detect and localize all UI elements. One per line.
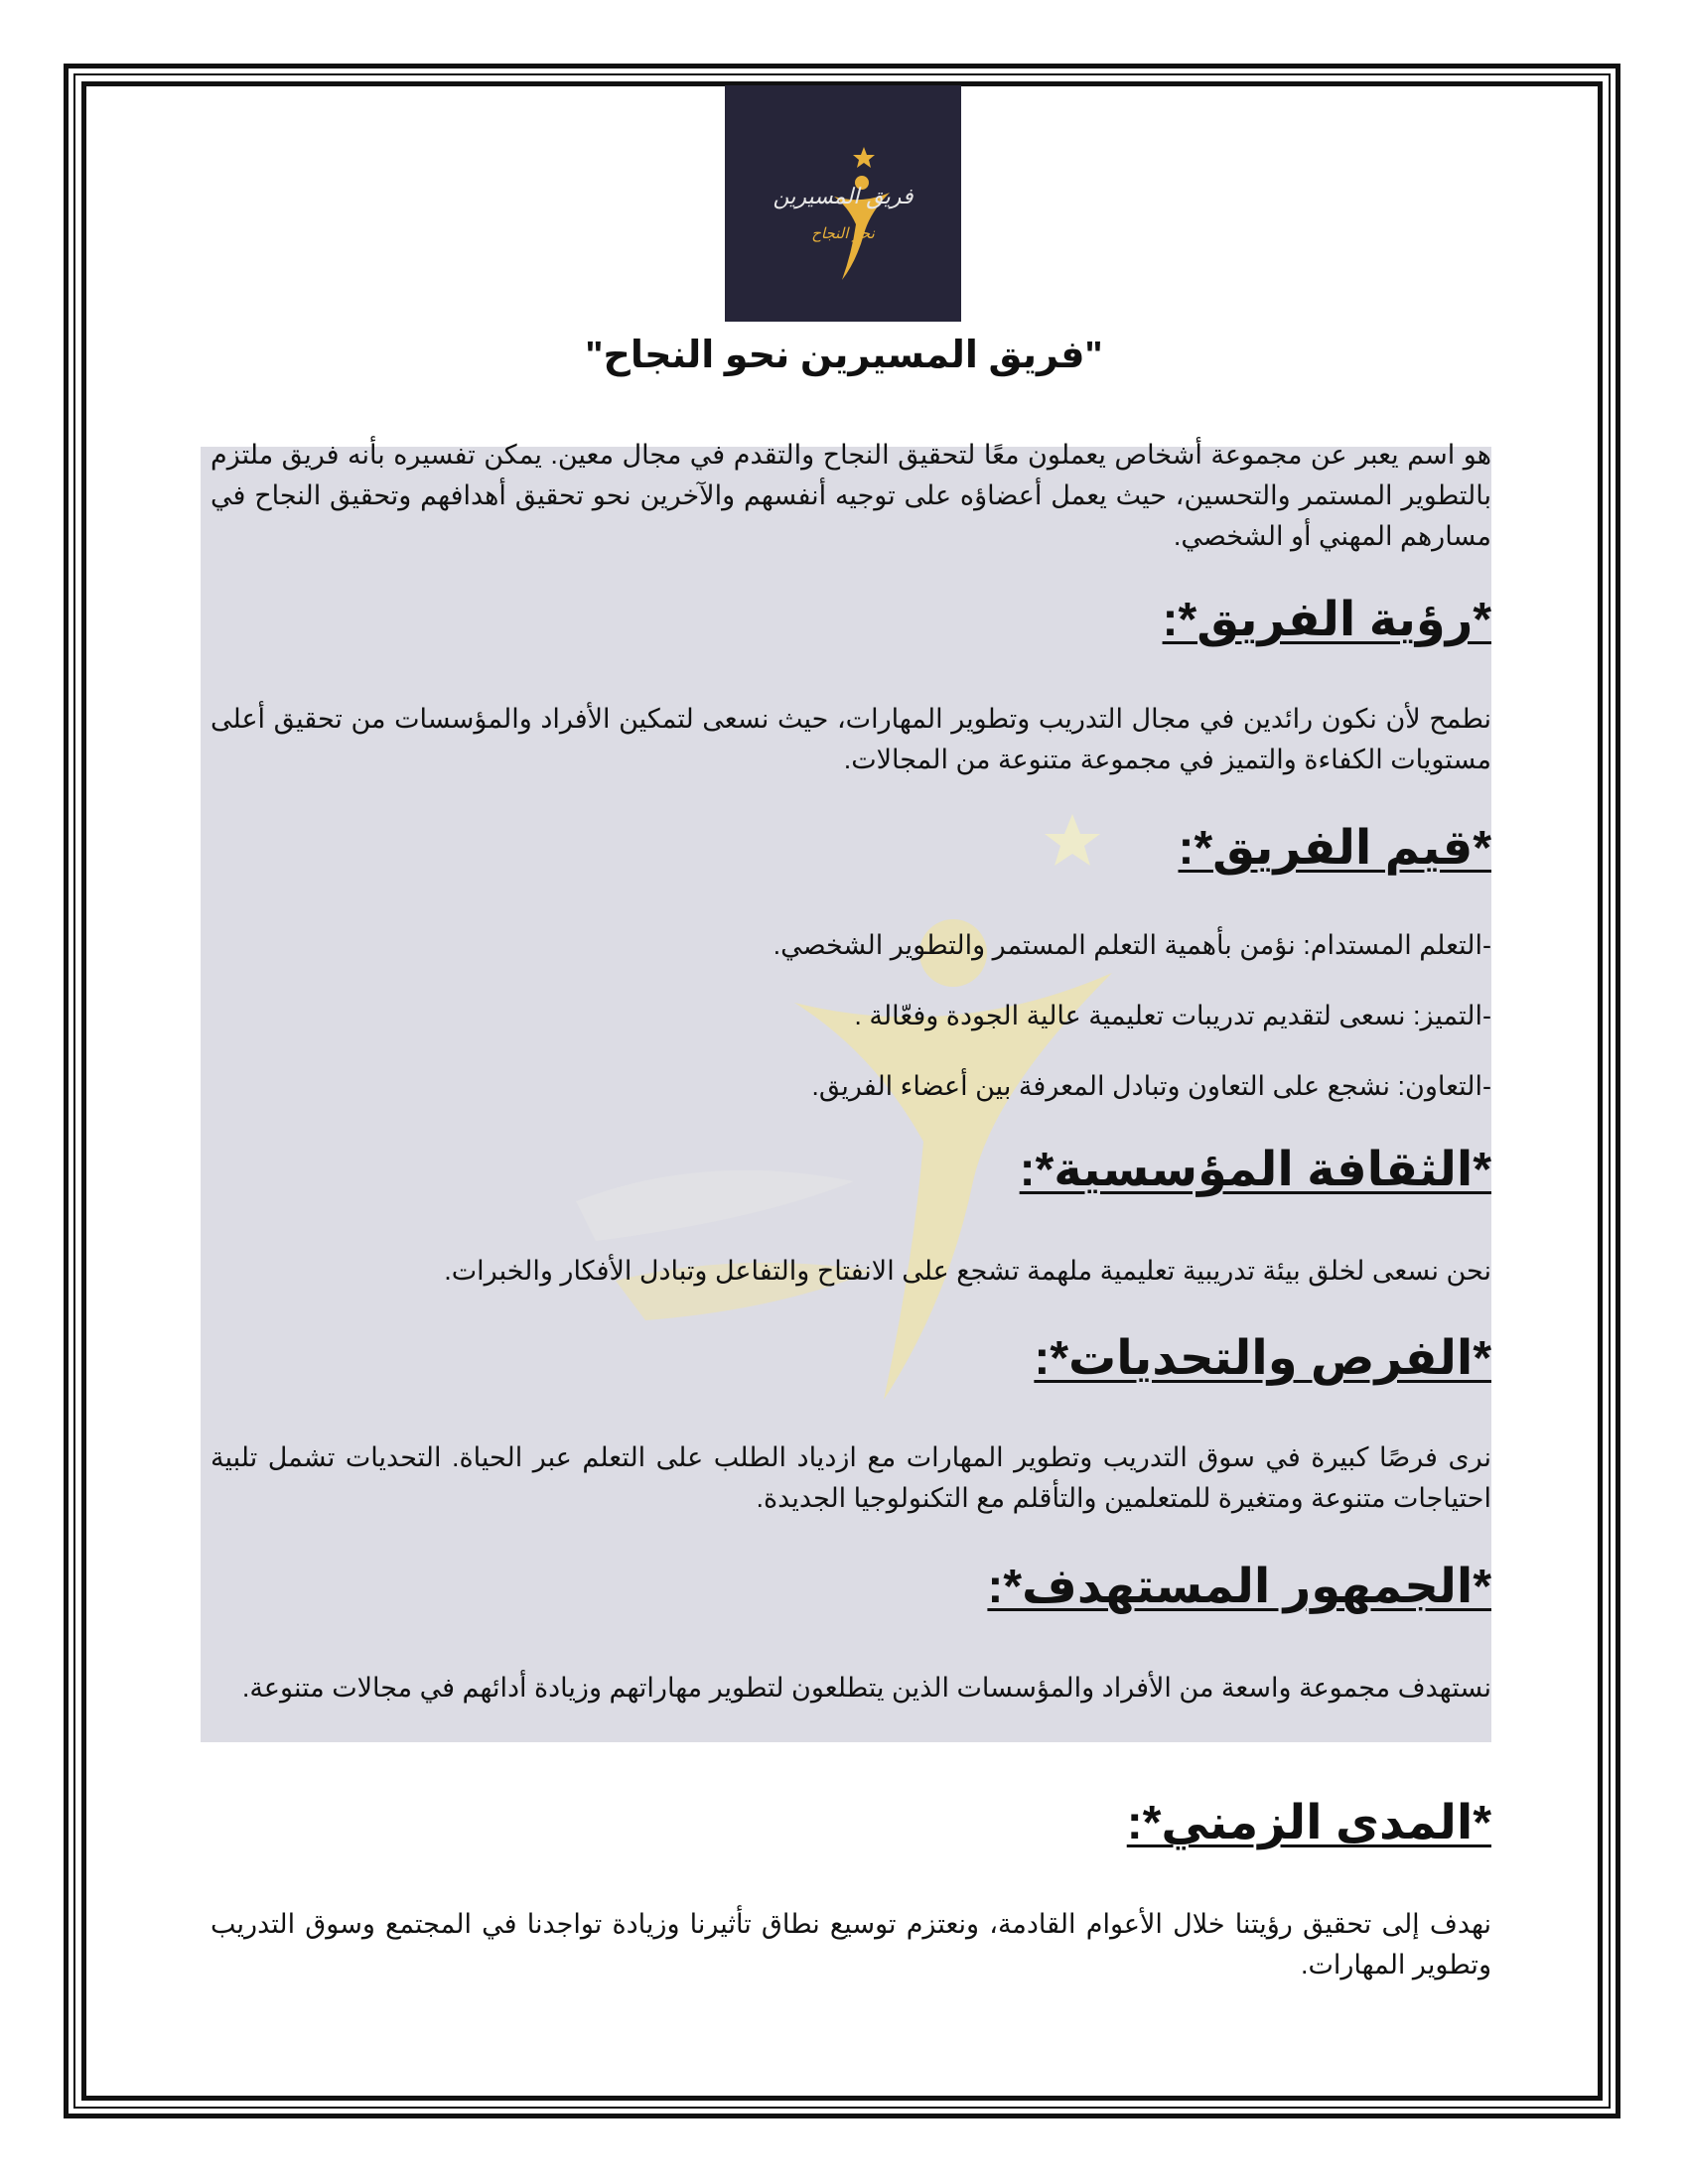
intro-paragraph: هو اسم يعبر عن مجموعة أشخاص يعملون معًا لتحقيق النجاح والتقدم في مجال معين. يمكن تفسيره بأنه فريق ملتزم بالتطوير المستمر والتحسين، حيث يعمل أعضاؤه على توجيه أنفسهم والآخرين نحو تحقيق أهدافهم وتحقيق النجاح في مسارهم المهني أو الشخصي. xyxy=(211,440,1491,551)
value-item: -التميز: نسعى لتقديم تدريبات تعليمية عالية الجودة وفعّالة . xyxy=(854,1001,1491,1030)
value-item: -التعلم المستدام: نؤمن بأهمية التعلم المستمر والتطوير الشخصي. xyxy=(773,930,1491,960)
audience-heading: *الجمهور المستهدف*: xyxy=(987,1561,1491,1613)
audience-paragraph: نستهدف مجموعة واسعة من الأفراد والمؤسسات الذين يتطلعون لتطوير مهاراتهم وزيادة أدائهم في مجالات متنوعة. xyxy=(241,1673,1491,1703)
opportunities-heading: *الفرص والتحديات*: xyxy=(1034,1332,1491,1385)
logo-text-primary: فريق المسيرين xyxy=(773,185,914,209)
vision-paragraph: نطمح لأن نكون رائدين في مجال التدريب وتطوير المهارات، حيث نسعى لتمكين الأفراد والمؤسسات من تحقيق أعلى مستويات الكفاءة والتميز في مجموعة متنوعة من المجالات. xyxy=(211,704,1491,774)
team-logo xyxy=(725,85,961,322)
timeline-heading: *المدى الزمني*: xyxy=(1126,1797,1491,1849)
logo-text-secondary: نحو النجاح xyxy=(811,224,875,242)
page-title: "فريق المسيرين نحو النجاح" xyxy=(585,335,1103,376)
values-heading: *قيم الفريق*: xyxy=(1178,822,1491,875)
timeline-paragraph: نهدف إلى تحقيق رؤيتنا خلال الأعوام القادمة، ونعتزم توسيع نطاق تأثيرنا وزيادة تواجدنا في المجتمع وسوق التدريب وتطوير المهارات. xyxy=(211,1909,1491,1979)
culture-heading: *الثقافة المؤسسية*: xyxy=(1019,1144,1491,1196)
culture-paragraph: نحن نسعى لخلق بيئة تدريبية تعليمية ملهمة تشجع على الانفتاح والتفاعل وتبادل الأفكار والخبرات. xyxy=(444,1256,1491,1286)
value-item: -التعاون: نشجع على التعاون وتبادل المعرفة بين أعضاء الفريق. xyxy=(811,1071,1491,1101)
vision-heading: *رؤية الفريق*: xyxy=(1162,594,1491,646)
opportunities-paragraph: نرى فرصًا كبيرة في سوق التدريب وتطوير المهارات مع ازدياد الطلب على التعلم عبر الحياة. التحديات تشمل تلبية احتياجات متنوعة ومتغيرة للمتعلمين والتأقلم مع التكنولوجيا الجديدة. xyxy=(211,1442,1491,1513)
